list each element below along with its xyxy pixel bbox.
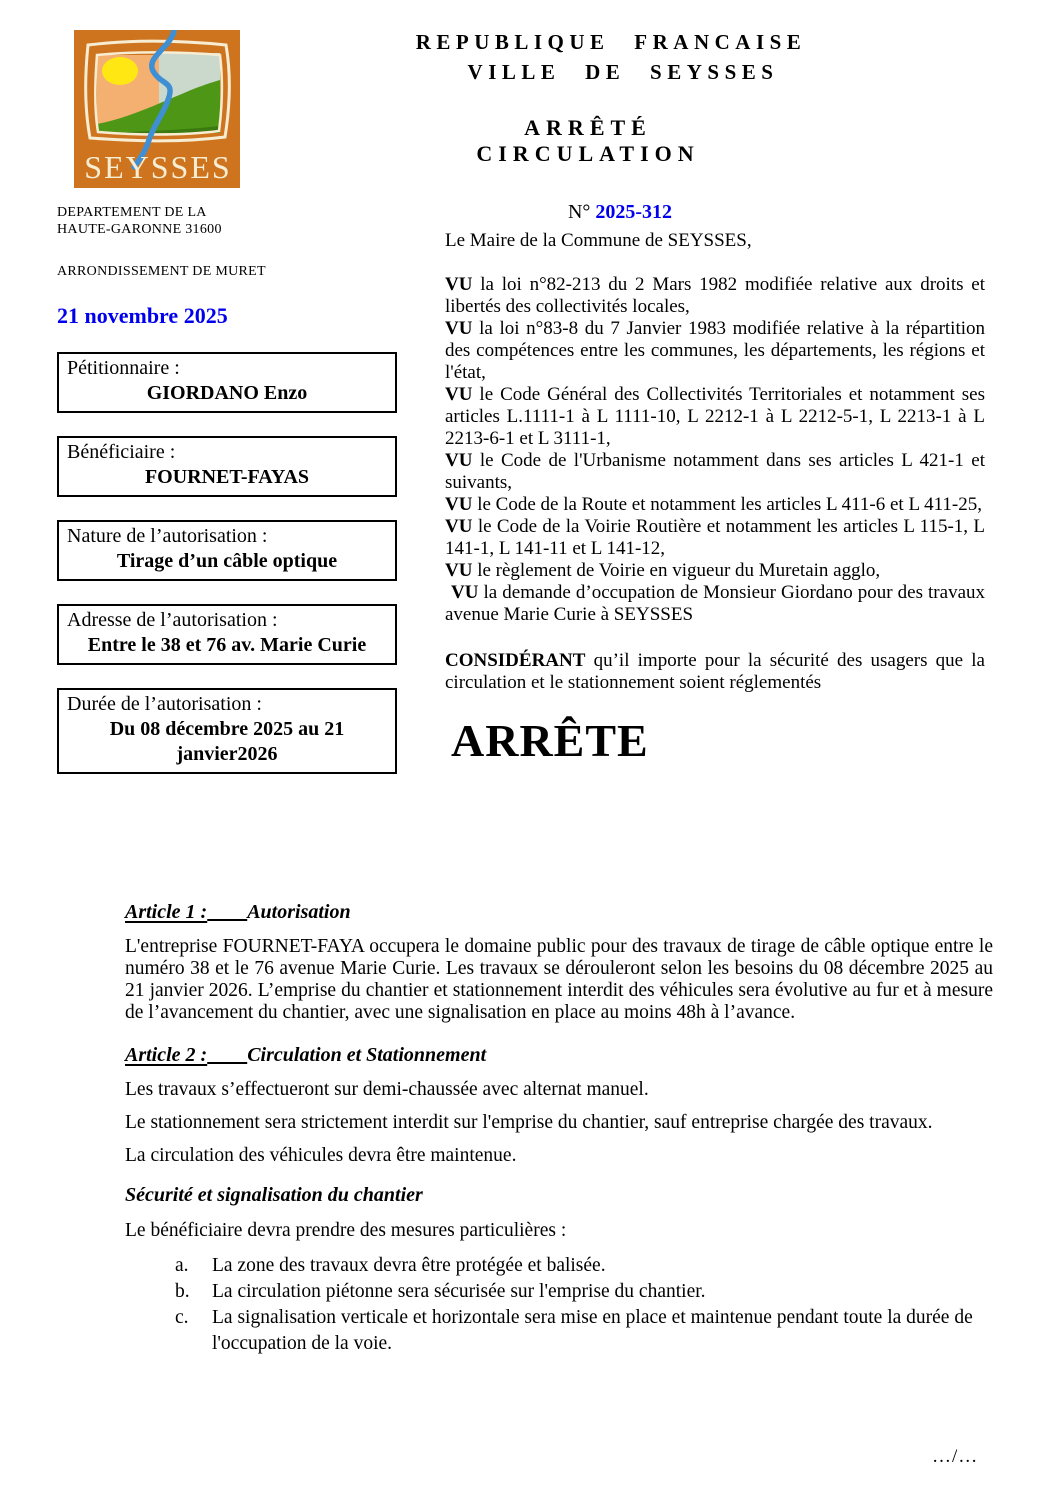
nature-value: Tirage d’un câble optique (116, 550, 338, 572)
mayor-intro: Le Maire de la Commune de SEYSSES, (445, 230, 752, 251)
vu-text: le Code de l'Urbanisme notamment dans ses articles L 421-1 et suivants, (445, 450, 985, 493)
measures-list (125, 1253, 993, 1357)
city-line: VILLE DE SEYSSES (467, 60, 779, 84)
vu-text: la loi n°83-8 du 7 Janvier 1983 modifiée relative à la répartition des compétences entre les communes, les départements, les régions et l'état, (445, 318, 986, 383)
document-title: ARRÊTÉ CIRCULATION (476, 115, 700, 166)
vu-label: VU (451, 582, 479, 603)
preamble-section (445, 230, 985, 766)
article-2-paragraph: Le stationnement sera strictement interdit sur l'emprise du chantier, sauf entreprise chargée des travaux. (125, 1112, 933, 1133)
heading-tab (207, 1044, 247, 1066)
considerant-label: CONSIDÉRANT (445, 650, 586, 671)
beneficiary-value: FOURNET-FAYAS (144, 466, 310, 488)
article-2-heading (125, 1042, 993, 1068)
vu-text: la loi n°82-213 du 2 Mars 1982 modifiée relative aux droits et libertés des collectivités locales, (445, 274, 985, 317)
vu-paragraph (445, 516, 985, 560)
address-label: Adresse de l’autorisation : (67, 609, 278, 631)
petitioner-box (57, 352, 397, 413)
address-box (57, 604, 397, 665)
vu-paragraph (445, 384, 985, 450)
list-item (175, 1279, 993, 1305)
department-line1: DEPARTEMENT DE LA (57, 205, 207, 220)
document-date: 21 novembre 2025 (57, 303, 228, 328)
beneficiary-box (57, 436, 397, 497)
vu-label: VU (445, 494, 473, 515)
article-1-title: Autorisation (247, 901, 351, 923)
vu-text: le Code de la Voirie Routière et notamment les articles L 115-1, L 141-1, L 141-11 et L 141-12, (445, 516, 985, 559)
list-marker: a. (175, 1255, 189, 1276)
list-text: La zone des travaux devra être protégée et balisée. (212, 1255, 606, 1276)
vu-text: le Code de la Route et notamment les articles L 411-6 et L 411-25, (477, 494, 982, 515)
articles-section (125, 899, 993, 1357)
vu-text: le Code Général des Collectivités Territoriales et notamment ses articles L.1111-1 à L 1111-10, L 2212-1 à L 2212-5-1, L 2213-1 à L 2213-6-1 et L 3111-1, (445, 384, 986, 449)
number-value: 2025-312 (595, 201, 673, 223)
vu-paragraph (445, 274, 985, 318)
list-marker: b. (175, 1281, 190, 1302)
article-2-paragraph: Les travaux s’effectueront sur demi-chaussée avec alternat manuel. (125, 1079, 649, 1100)
document-number (405, 201, 835, 224)
heading-tab (207, 901, 247, 923)
decision-heading: ARRÊTE (451, 715, 649, 766)
document-header (405, 27, 817, 224)
vu-paragraph (445, 560, 985, 582)
list-item (175, 1305, 993, 1357)
vu-paragraph (445, 450, 985, 494)
considerant-paragraph (445, 650, 985, 694)
beneficiary-label: Bénéficiaire : (67, 441, 176, 463)
vu-paragraph (445, 318, 985, 384)
article-2-block (125, 1042, 993, 1357)
page-continuation-mark: …/… (932, 1446, 979, 1467)
number-label: N° (567, 201, 591, 223)
measures-intro: Le bénéficiaire devra prendre des mesures particulières : (125, 1220, 567, 1241)
list-item (175, 1253, 993, 1279)
vu-paragraph (445, 582, 985, 626)
article-2-number: Article 2 : (125, 1044, 208, 1066)
vu-text: la demande d’occupation de Monsieur Giordano pour des travaux avenue Marie Curie à SEYSSES (445, 582, 985, 625)
article-1-paragraph: L'entreprise FOURNET-FAYA occupera le domaine public pour des travaux de tirage de câble optique entre le numéro 38 et le 76 avenue Marie Curie. Les travaux se dérouleront selon les besoins du 08 décembre 2025 au 21 janvier 2026. L’emprise du chantier et stationnement interdit des véhicules sera évolutive au fur et à mesure de l’avancement du chantier, avec une signalisation en place au moins 48h à l’avance. (125, 936, 993, 1023)
considerant-text: qu’il importe pour la sécurité des usagers que la circulation et le stationnement soient réglementés (445, 650, 985, 693)
vu-text: le règlement de Voirie en vigueur du Muretain agglo, (477, 560, 881, 581)
nature-box (57, 520, 397, 581)
left-column (57, 30, 397, 774)
logo-wordmark: SEYSSES (84, 149, 232, 185)
petitioner-label: Pétitionnaire : (67, 357, 180, 379)
vu-label: VU (445, 560, 473, 581)
security-subheading: Sécurité et signalisation du chantier (125, 1184, 423, 1206)
vu-paragraph (445, 494, 985, 516)
duration-value: Du 08 décembre 2025 au 21 janvier2026 (109, 718, 345, 765)
logo-sun (102, 57, 138, 85)
article-1-number: Article 1 : (125, 901, 208, 923)
vu-label: VU (445, 384, 473, 405)
duration-box (57, 688, 397, 774)
duration-label: Durée de l’autorisation : (67, 693, 262, 715)
article-2-title: Circulation et Stationnement (247, 1044, 487, 1066)
address-value: Entre le 38 et 76 av. Marie Curie (87, 634, 367, 656)
nature-label: Nature de l’autorisation : (67, 525, 268, 547)
petitioner-value: GIORDANO Enzo (146, 382, 308, 404)
department-label (57, 204, 397, 238)
list-text: La circulation piétonne sera sécurisée sur l'emprise du chantier. (212, 1281, 706, 1302)
vu-label: VU (445, 274, 473, 295)
list-marker: c. (175, 1307, 189, 1328)
article-2-paragraph: La circulation des véhicules devra être maintenue. (125, 1145, 517, 1166)
vu-label: VU (445, 318, 473, 339)
department-line2: HAUTE-GARONNE 31600 (57, 222, 222, 237)
article-1-heading (125, 899, 993, 925)
list-text: La signalisation verticale et horizontale sera mise en place et maintenue pendant toute la durée de l'occupation de la voie. (212, 1307, 973, 1354)
arrondissement-label: ARRONDISSEMENT DE MURET (57, 264, 266, 279)
republic-line: REPUBLIQUE FRANCAISE (415, 30, 807, 54)
vu-label: VU (445, 516, 473, 537)
vu-label: VU (445, 450, 473, 471)
seysses-logo (74, 30, 240, 188)
